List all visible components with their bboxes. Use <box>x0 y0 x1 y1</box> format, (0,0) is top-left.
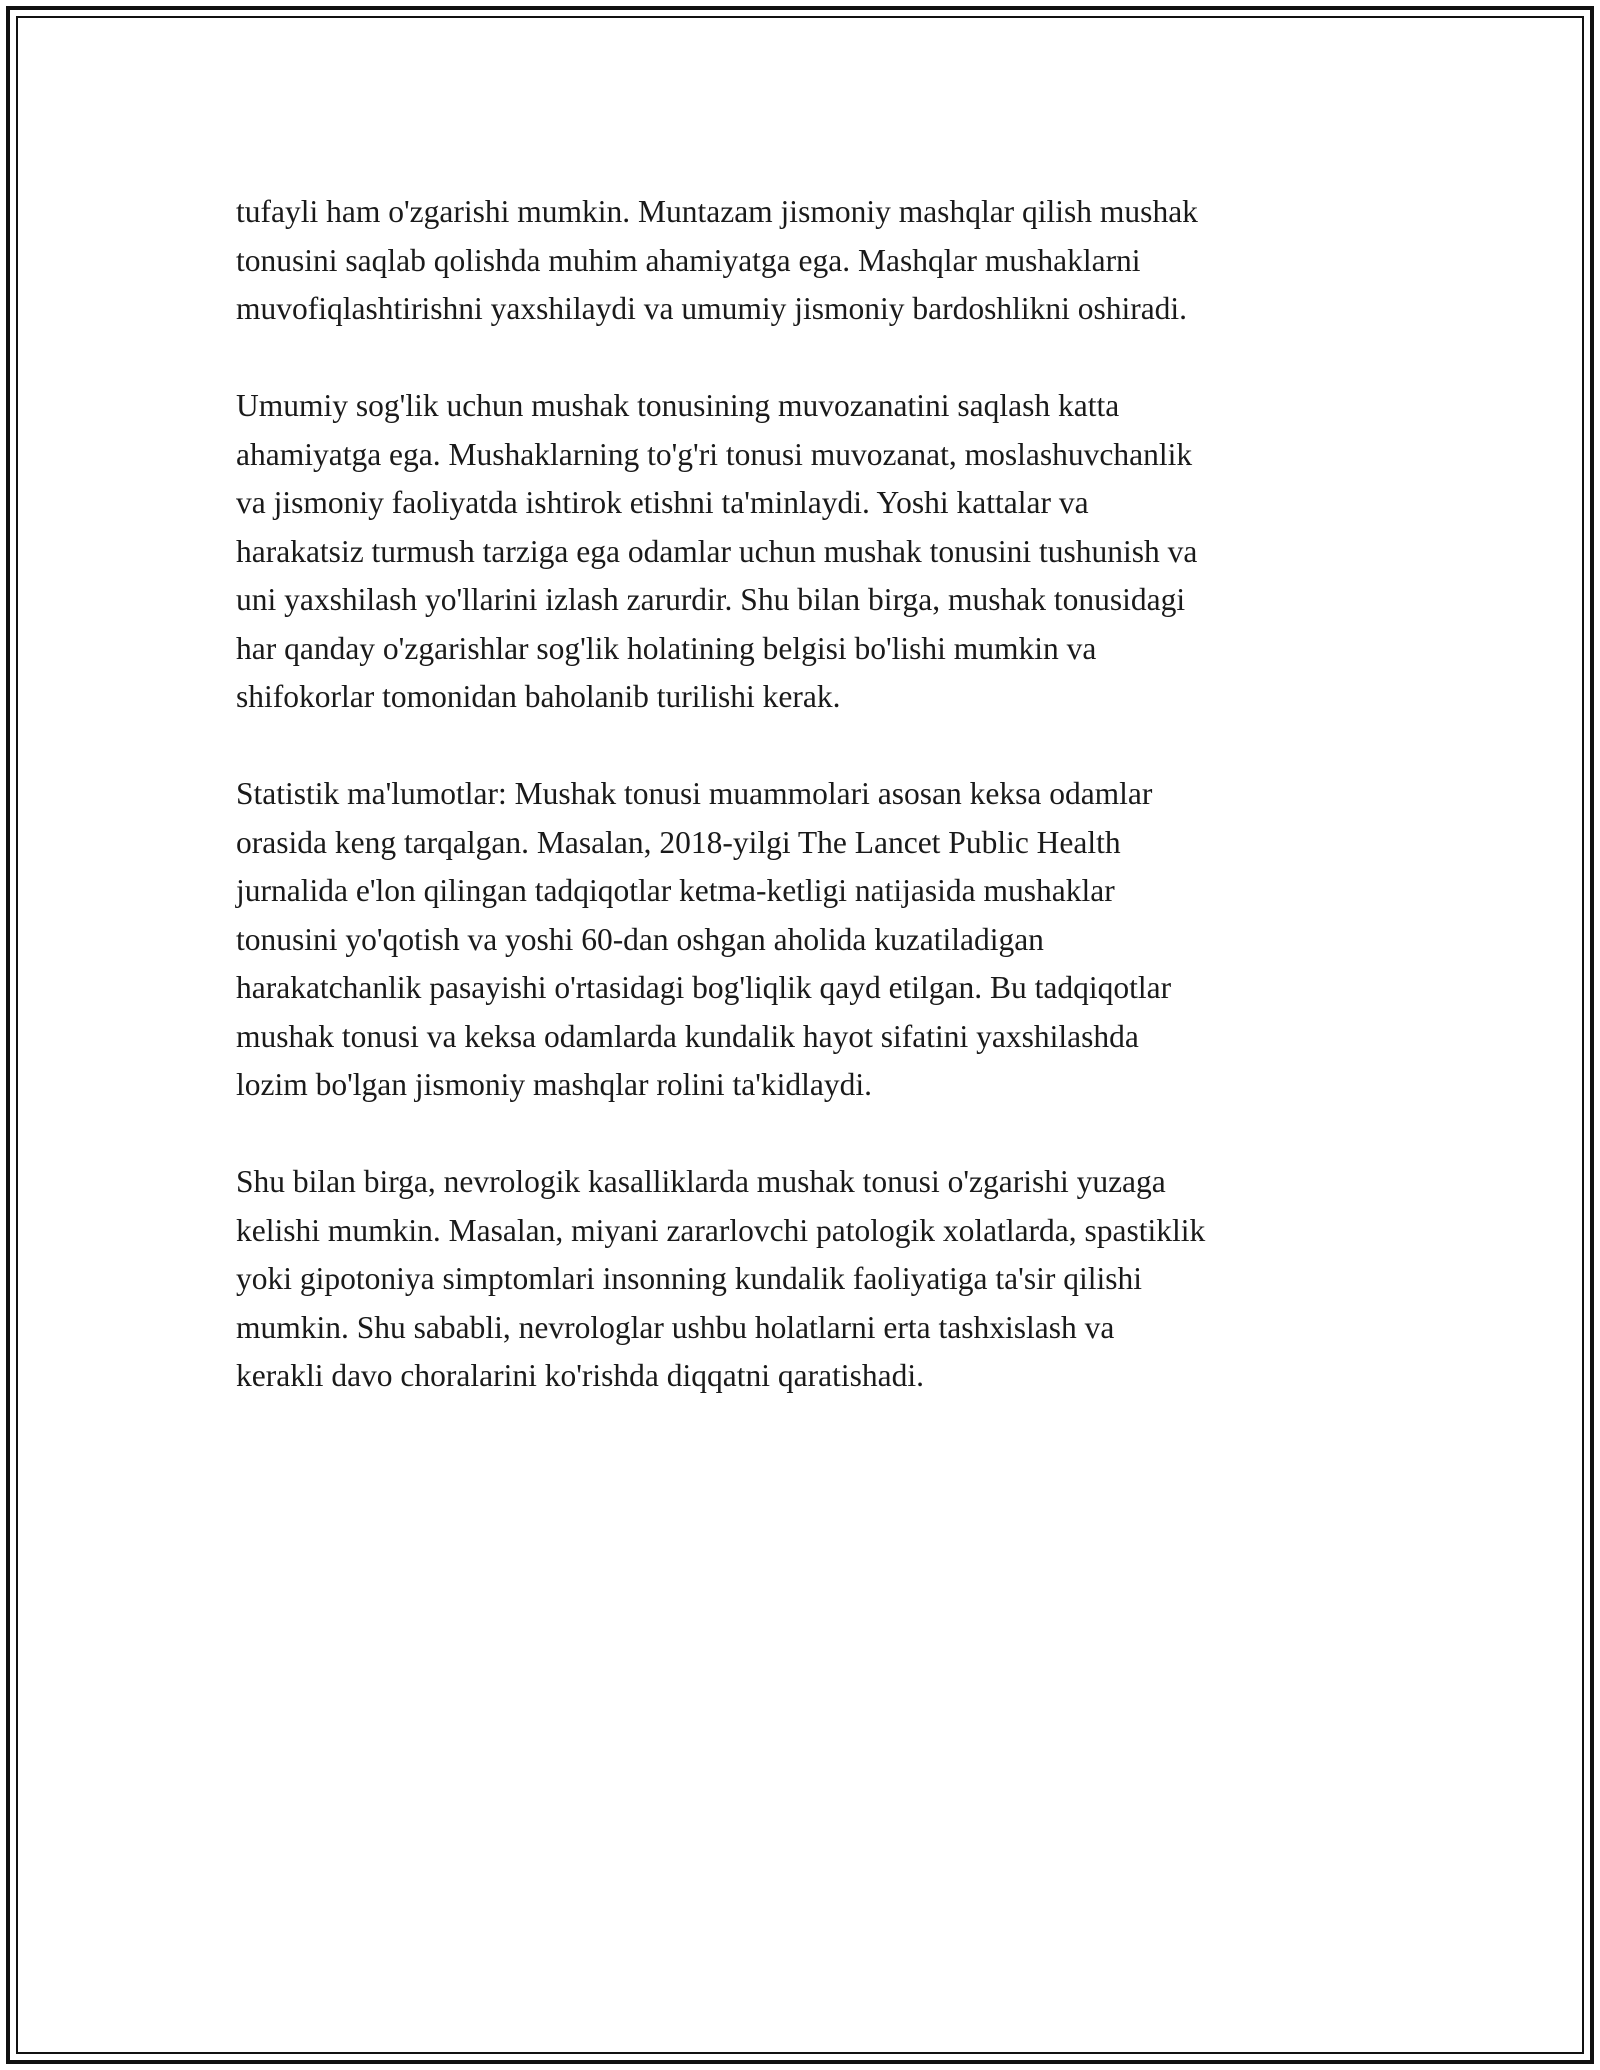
paragraph-1: tufayli ham o'zgarishi mumkin. Muntazam jismoniy mashqlar qilish mushak tonusini saqlab qolishda muhim ahamiyatga ega. Mashqlar mushaklarni muvofiqlashtirishni yaxshilaydi va umumiy jismoniy bardoshlikni oshiradi. <box>236 194 1198 326</box>
paragraph-4: Shu bilan birga, nevrologik kasalliklarda mushak tonusi o'zgarishi yuzaga kelishi mumkin. Masalan, miyani zararlovchi patologik xolatlarda, spastiklik yoki gipotoniya simptomlari insonning kundalik faoliyatiga ta'sir qilishi mumkin. Shu sababli, nevrologlar ushbu holatlarni erta tashxislash va kerakli davo choralarini ko'rishda diqqatni qaratishadi. <box>236 1164 1206 1393</box>
document-body <box>236 188 1376 1449</box>
paragraph-2: Umumiy sog'lik uchun mushak tonusining muvozanatini saqlash katta ahamiyatga ega. Mushaklarning to'g'ri tonusi muvozanat, moslashuvchanlik va jismoniy faoliyatda ishtirok etishni ta'minlaydi. Yoshi kattalar va harakatsiz turmush tarziga ega odamlar uchun mushak tonusini tushunish va uni yaxshilash yo'llarini izlash zarurdir. Shu bilan birga, mushak tonusidagi har qanday o'zgarishlar sog'lik holatining belgisi bo'lishi mumkin va shifokorlar tomonidan baholanib turilishi kerak. <box>236 388 1198 714</box>
paragraph-3: Statistik ma'lumotlar: Mushak tonusi muammolari asosan keksa odamlar orasida keng tarqalgan. Masalan, 2018-yilgi The Lancet Public Health jurnalida e'lon qilingan tadqiqotlar ketma-ketligi natijasida mushaklar tonusini yo'qotish va yoshi 60-dan oshgan aholida kuzatiladigan harakatchanlik pasayishi o'rtasidagi bog'liqlik qayd etilgan. Bu tadqiqotlar mushak tonusi va keksa odamlarda kundalik hayot sifatini yaxshilashda lozim bo'lgan jismoniy mashqlar rolini ta'kidlaydi. <box>236 776 1172 1102</box>
